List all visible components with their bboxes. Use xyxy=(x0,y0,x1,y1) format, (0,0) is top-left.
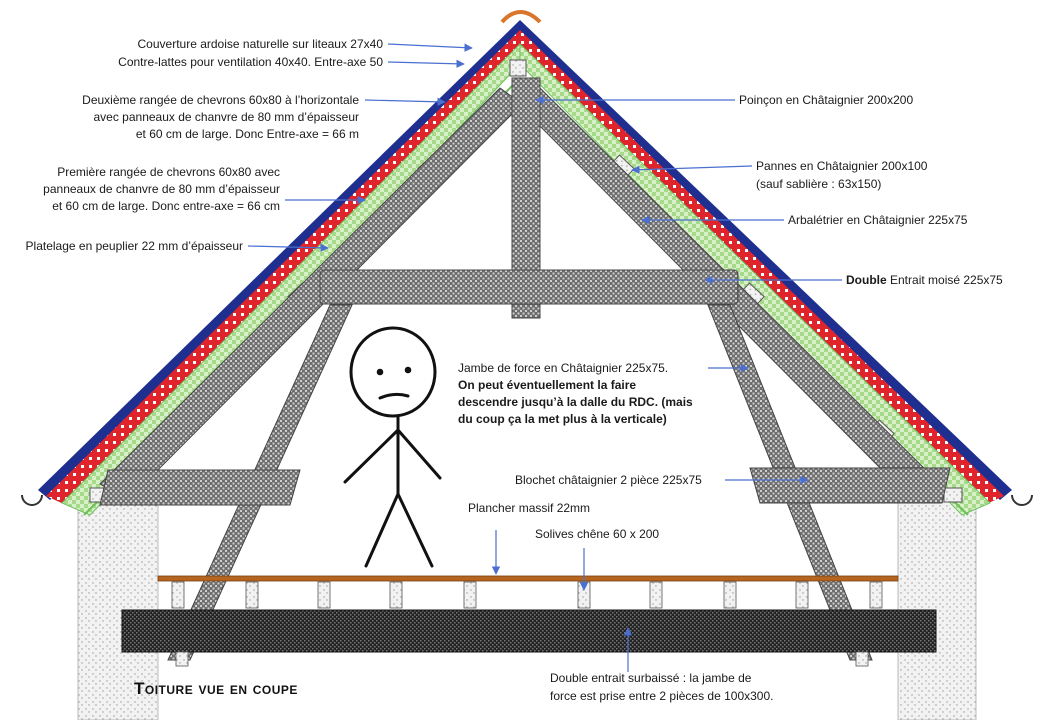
label-jambe-line1: Jambe de force en Châtaignier 225x75. xyxy=(458,361,669,375)
joists xyxy=(172,582,882,608)
label-solives: Solives chêne 60 x 200 xyxy=(535,527,660,541)
label-deuxieme-line1: Deuxième rangée de chevrons 60x80 à l’horizontale xyxy=(82,93,359,107)
left-blochet xyxy=(100,470,300,505)
label-jambe-line3: descendre jusqu’à la dalle du RDC. (mais xyxy=(458,395,693,409)
diagram-title: Toiture vue en coupe xyxy=(134,679,298,698)
label-premiere-line3: et 60 cm de large. Donc entre-axe = 66 cm xyxy=(52,199,280,213)
label-pannes-line1: Pannes en Châtaignier 200x100 xyxy=(756,159,928,173)
label-contre-lattes: Contre-lattes pour ventilation 40x40. Entre-axe 50 xyxy=(118,55,383,69)
label-arbaletrier: Arbalétrier en Châtaignier 225x75 xyxy=(788,213,968,227)
right-blochet xyxy=(750,468,950,503)
label-entrait xyxy=(846,273,1003,287)
label-pannes-line2: (sauf sablière : 63x150) xyxy=(756,177,882,191)
left-gutter-icon xyxy=(22,495,42,505)
label-poincon: Poinçon en Châtaignier 200x200 xyxy=(739,93,914,107)
stick-figure-icon xyxy=(345,328,440,566)
lower-joists xyxy=(176,652,868,666)
label-double-entrait-line1: Double entrait surbaissé : la jambe de xyxy=(550,671,752,685)
label-couverture: Couverture ardoise naturelle sur liteaux 27x40 xyxy=(137,37,383,51)
lower-double-tie-beam xyxy=(122,610,936,652)
label-entrait-bold: Double xyxy=(846,273,887,287)
label-double-entrait-line2: force est prise entre 2 pièces de 100x300. xyxy=(550,689,774,703)
label-entrait-rest: Entrait moisé 225x75 xyxy=(886,273,1003,287)
label-blochet: Blochet châtaignier 2 pièce 225x75 xyxy=(515,473,702,487)
floor-board xyxy=(158,576,898,581)
label-premiere-line1: Première rangée de chevrons 60x80 avec xyxy=(57,165,280,179)
label-plancher: Plancher massif 22mm xyxy=(468,501,591,515)
label-deuxieme-line3: et 60 cm de large. Donc Entre-axe = 66 m xyxy=(135,127,359,141)
label-jambe-line2: On peut éventuellement la faire xyxy=(458,378,637,392)
collar-beam xyxy=(320,270,738,304)
label-deuxieme-line2: avec panneaux de chanvre de 80 mm d’épaisseur xyxy=(93,110,359,124)
right-gutter-icon xyxy=(1012,495,1032,505)
label-platelage: Platelage en peuplier 22 mm d’épaisseur xyxy=(25,239,243,253)
ridge-cap xyxy=(502,12,540,22)
label-premiere-line2: panneaux de chanvre de 80 mm d’épaisseur xyxy=(43,182,280,196)
label-jambe-line4: du coup ça la met plus à la verticale) xyxy=(458,412,667,426)
